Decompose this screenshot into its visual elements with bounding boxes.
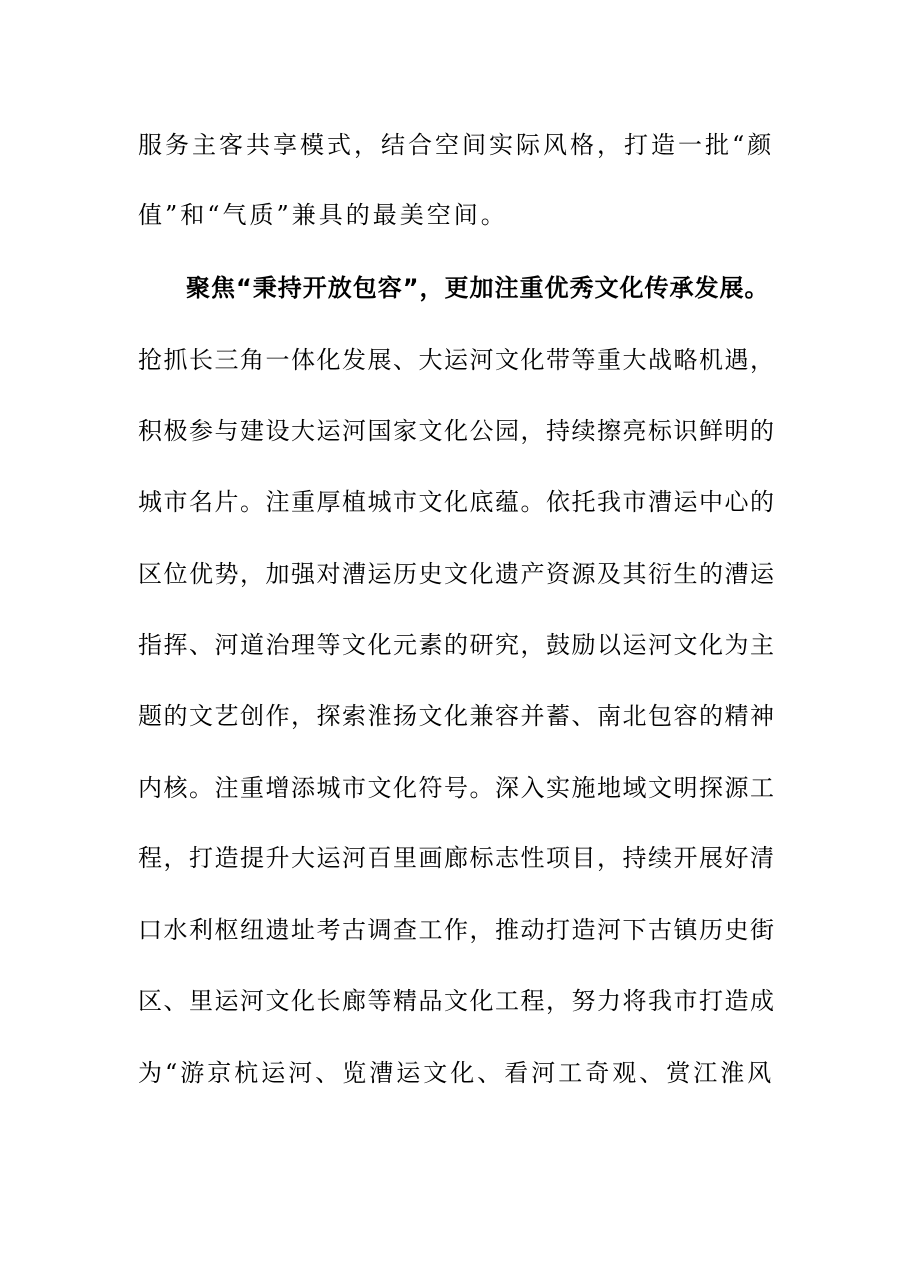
paragraph-2-line-8: 程，打造提升大运河百里画廊标志性项目，持续开展好清 [138,844,776,872]
paragraph-2-line-6: 题的文艺创作，探索淮扬文化兼容并蓄、南北包容的精神 [138,702,776,730]
paragraph-2-line-10: 区、里运河文化长廊等精品文化工程，努力将我市打造成 [138,987,776,1015]
paragraph-1-line-2: 值”和“气质”兼具的最美空间。 [138,201,508,229]
paragraph-2-line-2: 积极参与建设大运河国家文化公园，持续擦亮标识鲜明的 [138,417,776,445]
paragraph-2-line-4: 区位优势，加强对漕运历史文化遗产资源及其衍生的漕运 [138,560,776,588]
paragraph-2-line-1: 抢抓长三角一体化发展、大运河文化带等重大战略机遇， [138,346,776,374]
paragraph-2-line-9: 口水利枢纽遗址考古调查工作，推动打造河下古镇历史街 [138,916,776,944]
paragraph-2-line-7: 内核。注重增添城市文化符号。深入实施地域文明探源工 [138,774,776,802]
paragraph-2-line-3: 城市名片。注重厚植城市文化底蕴。依托我市漕运中心的 [138,488,776,516]
paragraph-2-line-5: 指挥、河道治理等文化元素的研究，鼓励以运河文化为主 [138,631,776,659]
section-heading: 聚焦“秉持开放包容”，更加注重优秀文化传承发展。 [186,274,770,302]
paragraph-1-line-1: 服务主客共享模式，结合空间实际风格，打造一批“颜 [138,131,775,159]
paragraph-2-line-11: 为“游京杭运河、览漕运文化、看河工奇观、赏江淮风 [138,1059,775,1087]
